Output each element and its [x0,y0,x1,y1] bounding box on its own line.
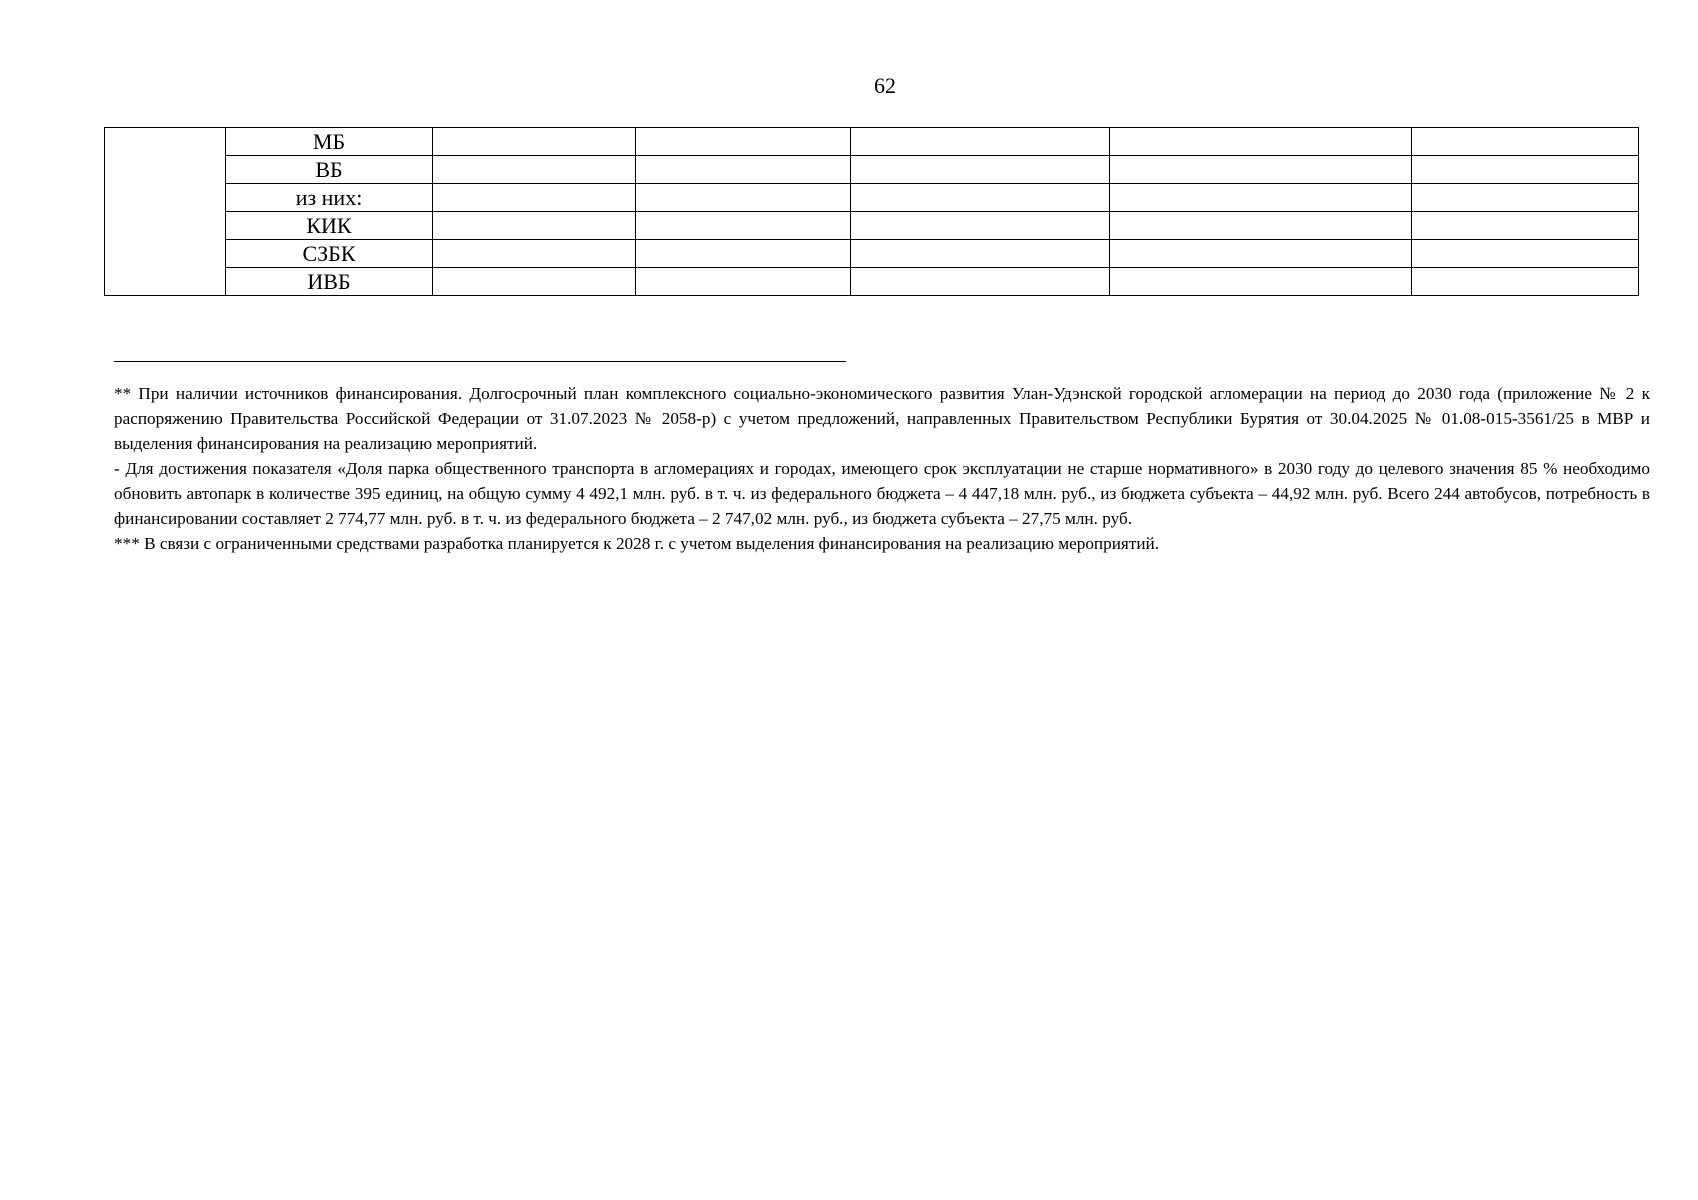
table-cell [1412,184,1639,212]
table-cell [636,156,851,184]
table-row [105,156,1639,184]
table-cell [433,184,636,212]
footnotes [114,381,1650,556]
table-row [105,268,1639,296]
table-cell [1110,184,1412,212]
table-cell [1412,212,1639,240]
table-cell [433,128,636,156]
table-cell [1412,240,1639,268]
table-cell [1110,128,1412,156]
table-row [105,212,1639,240]
table-cell [636,268,851,296]
table-cell [851,240,1110,268]
table-cell [851,212,1110,240]
row-label-cell: из них: [226,184,433,212]
table-cell [851,268,1110,296]
footnote-double-asterisk: ** При наличии источников финансирования. Долгосрочный план комплексного социально-экономического развития Улан-Удэнской городской агломерации на период до 2030 года (приложение № 2 к распоряжению Правительства Российской Федерации от 31.07.2023 № 2058-р) с учетом предложений, направленных Правительством Республики Бурятия от 30.04.2025 № 01.08-015-3561/25 в МВР и выделения финансирования на реализацию мероприятий. [114,384,1650,453]
row-label-cell: КИК [226,212,433,240]
table-cell [433,268,636,296]
table-cell [1412,128,1639,156]
table-cell [1412,156,1639,184]
financing-table [104,127,1639,296]
page-number: 62 [874,73,896,98]
footnote-triple-asterisk: *** В связи с ограниченными средствами разработка планируется к 2028 г. с учетом выделения финансирования на реализацию мероприятий. [114,534,1160,553]
row-label-cell: МБ [226,128,433,156]
row-label-cell: СЗБК [226,240,433,268]
table-cell [1110,240,1412,268]
table-cell [851,184,1110,212]
table-row [105,128,1639,156]
table-cell [433,212,636,240]
table-cell [636,184,851,212]
table-cell [1110,268,1412,296]
footnote-separator [114,361,846,362]
table-cell [636,212,851,240]
table-cell [636,128,851,156]
table-cell [1110,212,1412,240]
table-cell [433,240,636,268]
table-cell [636,240,851,268]
merged-empty-cell [105,128,226,296]
footnote-dash-note: - Для достижения показателя «Доля парка общественного транспорта в агломерациях и городах, имеющего срок эксплуатации не старше нормативного» в 2030 году до целевого значения 85 % необходимо обновить автопарк в количестве 395 единиц, на общую сумму 4 492,1 млн. руб. в т. ч. из федерального бюджета – 4 447,18 млн. руб., из бюджета субъекта – 44,92 млн. руб. Всего 244 автобусов, потребность в финансировании составляет 2 774,77 млн. руб. в т. ч. из федерального бюджета – 2 747,02 млн. руб., из бюджета субъекта – 27,75 млн. руб. [114,459,1650,528]
table-cell [1110,156,1412,184]
table-row [105,240,1639,268]
table-cell [851,156,1110,184]
row-label-cell: ВБ [226,156,433,184]
table-cell [1412,268,1639,296]
row-label-cell: ИВБ [226,268,433,296]
table-cell [851,128,1110,156]
table-cell [433,156,636,184]
table-row [105,184,1639,212]
